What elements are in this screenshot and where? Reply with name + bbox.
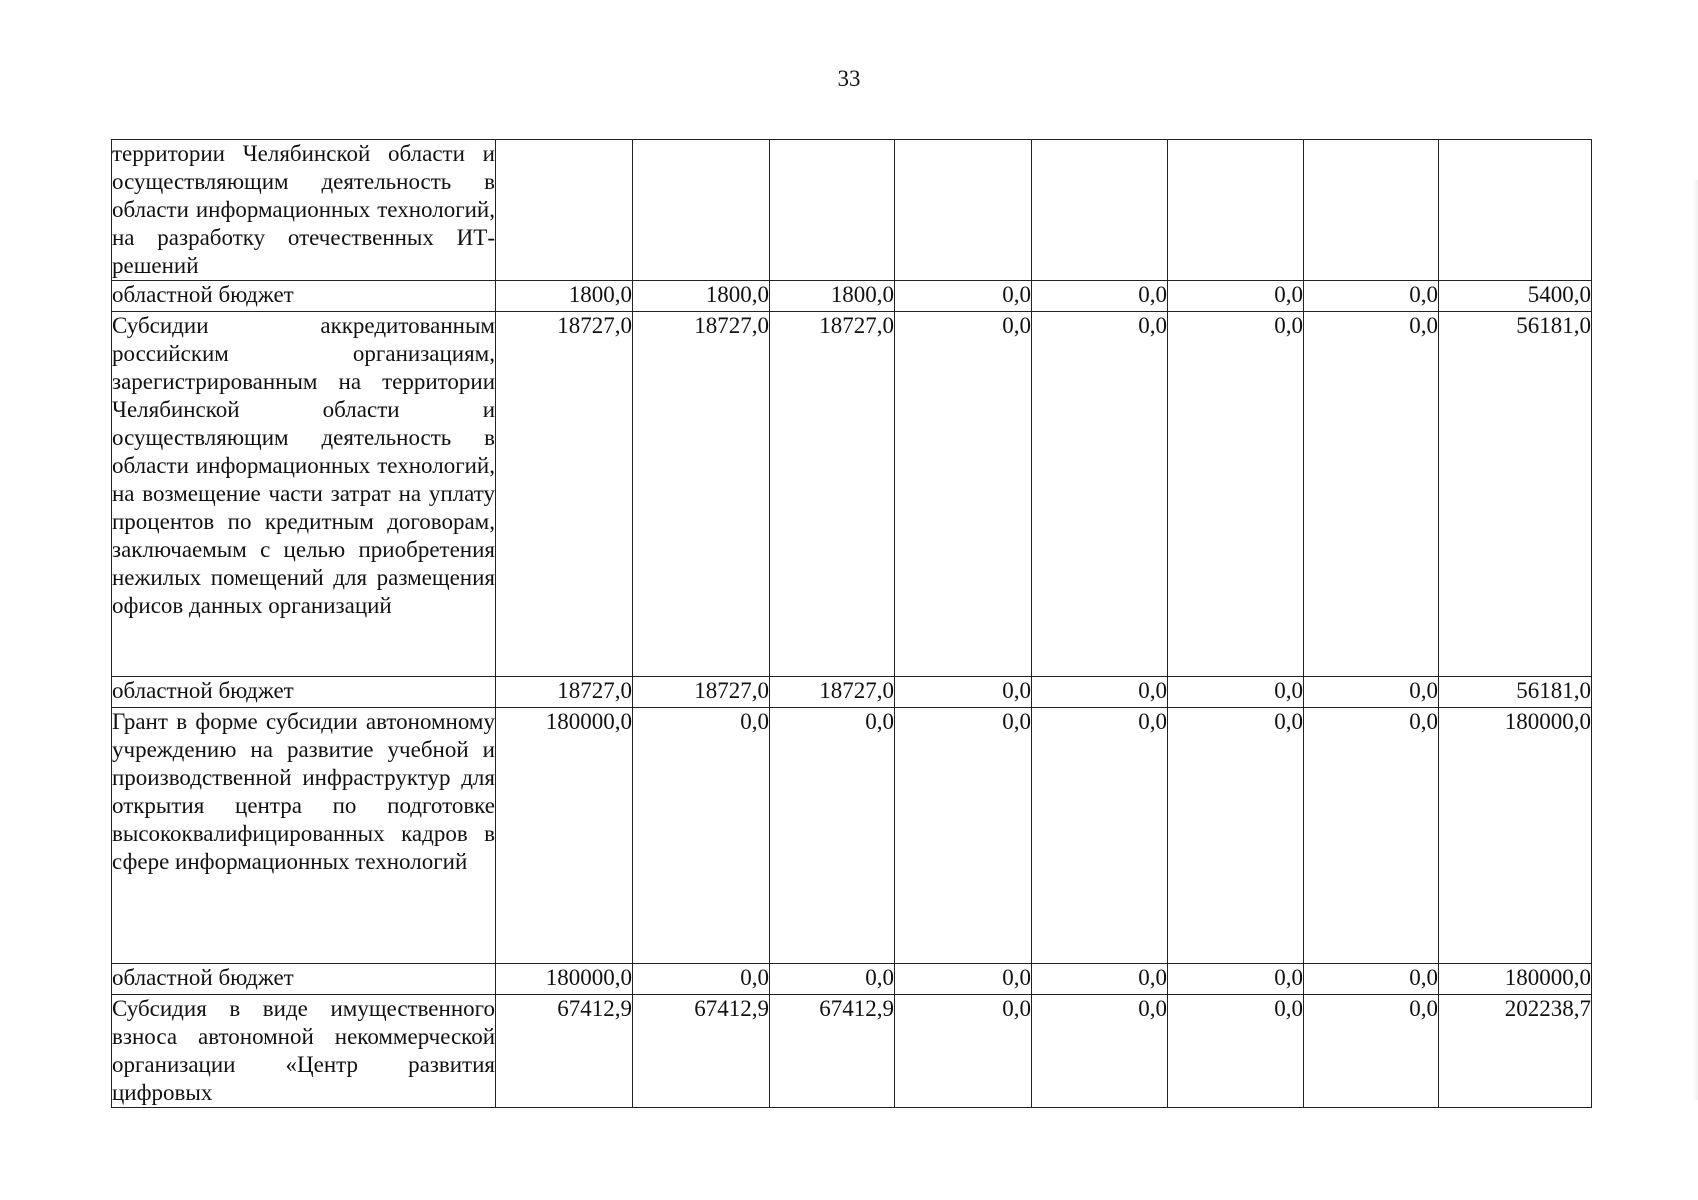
cell-value: 0,0 [770, 708, 895, 964]
row-description: областной бюджет [112, 677, 496, 708]
scan-edge-shadow [1692, 180, 1698, 1100]
cell-value: 56181,0 [1439, 677, 1592, 708]
cell-value: 1800,0 [633, 281, 770, 312]
table-row [112, 312, 1592, 677]
row-description: областной бюджет [112, 281, 496, 312]
cell-value: 0,0 [895, 677, 1032, 708]
cell-value [1304, 140, 1439, 281]
cell-value: 0,0 [1032, 281, 1168, 312]
cell-value: 202238,7 [1439, 995, 1592, 1108]
cell-value: 0,0 [895, 995, 1032, 1108]
cell-value: 0,0 [1032, 995, 1168, 1108]
cell-value [1032, 140, 1168, 281]
cell-value: 0,0 [1168, 708, 1304, 964]
cell-value: 0,0 [1304, 964, 1439, 995]
cell-value: 0,0 [895, 708, 1032, 964]
cell-value: 1800,0 [496, 281, 633, 312]
cell-value: 0,0 [895, 281, 1032, 312]
cell-value: 0,0 [1304, 281, 1439, 312]
table-row [112, 995, 1592, 1108]
cell-value: 0,0 [1304, 708, 1439, 964]
cell-value: 1800,0 [770, 281, 895, 312]
page-number: 33 [837, 66, 861, 91]
cell-value: 0,0 [895, 964, 1032, 995]
cell-value: 0,0 [633, 708, 770, 964]
table-row [112, 140, 1592, 281]
cell-value: 0,0 [1168, 677, 1304, 708]
cell-value [496, 140, 633, 281]
cell-value [1168, 140, 1304, 281]
cell-value: 18727,0 [770, 677, 895, 708]
row-description: территории Челябинской области и осуществляющим деятельность в области информационных технологий, на разработку отечественных ИТ-решений [112, 140, 496, 281]
cell-value: 0,0 [1304, 677, 1439, 708]
cell-value: 67412,9 [496, 995, 633, 1108]
cell-value: 0,0 [1304, 995, 1439, 1108]
cell-value: 0,0 [633, 964, 770, 995]
cell-value [770, 140, 895, 281]
cell-value: 180000,0 [1439, 964, 1592, 995]
table-row [112, 708, 1592, 964]
cell-value: 18727,0 [633, 677, 770, 708]
cell-value [633, 140, 770, 281]
cell-value: 67412,9 [633, 995, 770, 1108]
cell-value: 18727,0 [496, 312, 633, 677]
cell-value: 18727,0 [496, 677, 633, 708]
cell-value: 5400,0 [1439, 281, 1592, 312]
row-description: областной бюджет [112, 964, 496, 995]
cell-value: 0,0 [1032, 312, 1168, 677]
cell-value [895, 140, 1032, 281]
cell-value: 18727,0 [633, 312, 770, 677]
cell-value: 0,0 [770, 964, 895, 995]
row-description: Субсидии аккредитованным российским организациям, зарегистрированным на территории Челябинской области и осуществляющим деятельность в области информационных технологий, на возмещение части затрат на уплату процентов по кредитным договорам, заключаемым с целью приобретения нежилых помещений для размещения офисов данных организаций [112, 312, 496, 677]
cell-value: 180000,0 [496, 964, 633, 995]
cell-value: 0,0 [1168, 995, 1304, 1108]
cell-value: 56181,0 [1439, 312, 1592, 677]
cell-value: 0,0 [1168, 964, 1304, 995]
cell-value: 0,0 [895, 312, 1032, 677]
cell-value: 0,0 [1168, 312, 1304, 677]
cell-value: 0,0 [1304, 312, 1439, 677]
row-description: Грант в форме субсидии автономному учреждению на развитие учебной и производственной инфраструктур для открытия центра по подготовке высококвалифицированных кадров в сфере информационных технологий [112, 708, 496, 964]
table-row [112, 964, 1592, 995]
cell-value: 0,0 [1168, 281, 1304, 312]
table-row [112, 281, 1592, 312]
cell-value: 0,0 [1032, 708, 1168, 964]
cell-value: 18727,0 [770, 312, 895, 677]
budget-table [111, 139, 1592, 1108]
cell-value: 180000,0 [1439, 708, 1592, 964]
cell-value: 0,0 [1032, 677, 1168, 708]
table-row [112, 677, 1592, 708]
row-description: Субсидия в виде имущественного взноса автономной некоммерческой организации «Центр развития цифровых [112, 995, 496, 1108]
cell-value: 67412,9 [770, 995, 895, 1108]
cell-value [1439, 140, 1592, 281]
cell-value: 180000,0 [496, 708, 633, 964]
cell-value: 0,0 [1032, 964, 1168, 995]
